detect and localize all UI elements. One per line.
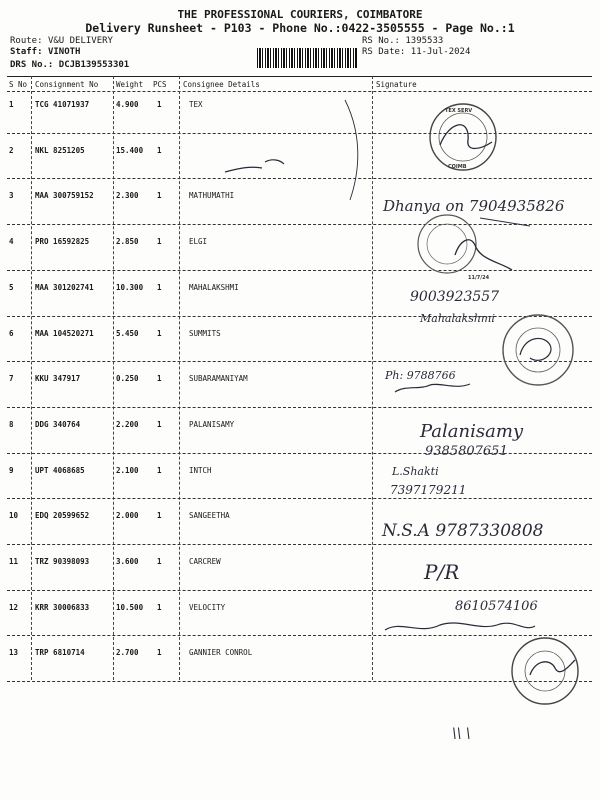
rs-no-line: RS No.: 1395533 (362, 36, 444, 46)
company-title: THE PROFESSIONAL COURIERS, COIMBATORE (177, 8, 423, 21)
cell-sno: 13 (9, 648, 19, 658)
cell-weight: 0.250 (116, 374, 139, 384)
cell-sno: 6 (9, 328, 14, 338)
cell-sno: 9 (9, 465, 14, 475)
route-line: Route: V&U DELIVERY (10, 36, 113, 46)
cell-weight: 10.300 (116, 282, 144, 292)
svg-text:11/7/24: 11/7/24 (468, 275, 490, 281)
cell-sno: 2 (9, 145, 14, 155)
cell-consignee: INTCH (189, 465, 212, 475)
cell-consignee: VELOCITY (189, 602, 226, 612)
cell-consignment-no: MAA 301202741 (35, 282, 94, 292)
cell-sno: 1 (9, 100, 14, 109)
col-header-pcs: PCS (153, 80, 167, 89)
cell-weight: 15.400 (116, 145, 144, 155)
cell-consignment-no: DDG 340764 (35, 419, 81, 429)
cell-sno: 4 (9, 237, 14, 247)
svg-text:COIMB: COIMB (448, 164, 467, 170)
cell-consignment-no: EDQ 20599652 (35, 511, 90, 521)
cell-pcs: 1 (157, 511, 162, 521)
cell-consignment-no: TRP 6810714 (35, 648, 85, 658)
cell-consignment-no: MAA 300759152 (35, 191, 94, 201)
cell-pcs: 1 (157, 648, 162, 658)
cell-sno: 12 (9, 602, 19, 612)
cell-pcs: 1 (157, 602, 162, 612)
handwritten-note: Dhanya on 7904935826 (383, 197, 565, 215)
cell-pcs: 1 (157, 328, 162, 338)
pen-stroke (345, 100, 358, 200)
cell-pcs: 1 (157, 145, 162, 155)
pen-stroke (385, 623, 535, 630)
cell-consignee: SANGEETHA (189, 511, 230, 521)
cell-consignee: PALANISAMY (189, 419, 235, 429)
cell-weight: 5.450 (116, 328, 139, 338)
handwritten-note: N.S.A 9787330808 (382, 521, 544, 541)
cell-consignee: SUBARAMANIYAM (189, 374, 248, 384)
handwritten-note: Mahalakshmi (420, 312, 495, 325)
cell-consignment-no: UPT 4068685 (35, 465, 85, 475)
col-header-sno: S No (9, 80, 28, 89)
cell-consignee: MATHUMATHI (189, 191, 235, 201)
handwritten-note: 9003923557 (410, 289, 500, 305)
company-stamp-icon (418, 215, 512, 281)
cell-pcs: 1 (157, 374, 162, 384)
handwritten-note: Palanisamy (420, 421, 524, 442)
drs-line: DRS No.: DCJB139553301 (10, 60, 130, 70)
col-header-consignment: Consignment No (35, 80, 99, 89)
handwritten-note: 9385807651 (425, 444, 508, 459)
cell-pcs: 1 (157, 100, 162, 109)
handwritten-note: Ph: 9788766 (385, 369, 456, 382)
cell-pcs: 1 (157, 191, 162, 201)
cell-pcs: 1 (157, 282, 162, 292)
handwritten-note: P/R (424, 560, 460, 584)
cell-consignment-no: TCG 41071937 (35, 100, 90, 109)
cell-consignee: SUMMITS (189, 328, 221, 338)
courier-stamp-icon (430, 104, 496, 170)
cell-consignee: ELGI (189, 237, 208, 247)
cell-sno: 5 (9, 282, 14, 292)
cell-consignee: MAHALAKSHMI (189, 282, 239, 292)
svg-text:TEX SERV: TEX SERV (445, 108, 473, 114)
rs-date-line: RS Date: 11-Jul-2024 (362, 47, 471, 57)
cell-sno: 3 (9, 191, 14, 201)
cell-sno: 8 (9, 419, 14, 429)
handwritten-note: L.Shakti (392, 465, 439, 478)
cell-consignee: GANNIER CONROL (189, 648, 253, 658)
cell-consignee: CARCREW (189, 557, 221, 566)
handwritten-note: 7397179211 (390, 483, 467, 497)
cell-weight: 2.700 (116, 648, 139, 658)
cell-weight: 2.100 (116, 465, 139, 475)
cell-pcs: 1 (157, 557, 162, 566)
handwritten-note: \\ \ (452, 726, 471, 742)
col-header-signature: Signature (376, 80, 417, 89)
cell-weight: 2.850 (116, 237, 139, 247)
handwritten-note: 8610574106 (455, 599, 538, 614)
cell-weight: 3.600 (116, 557, 139, 566)
staff-line: Staff: VINOTH (10, 47, 81, 57)
control-stamp-icon (512, 638, 578, 704)
col-header-consignee: Consignee Details (183, 80, 260, 89)
cell-consignment-no: TRZ 90398093 (35, 557, 90, 566)
cell-weight: 2.200 (116, 419, 139, 429)
cell-consignee: TEX (189, 100, 203, 109)
cell-consignment-no: NKL 8251205 (35, 145, 85, 155)
runsheet-subtitle: Delivery Runsheet - P103 - Phone No.:0422-3505555 - Page No.:1 (85, 21, 515, 35)
cell-pcs: 1 (157, 465, 162, 475)
cell-consignment-no: MAA 104520271 (35, 328, 94, 338)
cell-weight: 4.900 (116, 100, 139, 109)
cell-pcs: 1 (157, 237, 162, 247)
pen-stroke (395, 384, 470, 392)
summit-stamp-icon (503, 315, 573, 385)
cell-sno: 7 (9, 374, 14, 384)
cell-consignment-no: KKU 347917 (35, 374, 81, 384)
cell-weight: 10.500 (116, 602, 144, 612)
cell-weight: 2.000 (116, 511, 139, 521)
pen-stroke (480, 218, 530, 226)
pen-stroke (225, 160, 284, 172)
cell-sno: 10 (9, 511, 19, 521)
cell-sno: 11 (9, 557, 19, 566)
cell-consignment-no: PRO 16592825 (35, 237, 90, 247)
cell-weight: 2.300 (116, 191, 139, 201)
col-header-weight: Weight (116, 80, 144, 89)
cell-pcs: 1 (157, 419, 162, 429)
cell-consignment-no: KRR 30006833 (35, 602, 90, 612)
